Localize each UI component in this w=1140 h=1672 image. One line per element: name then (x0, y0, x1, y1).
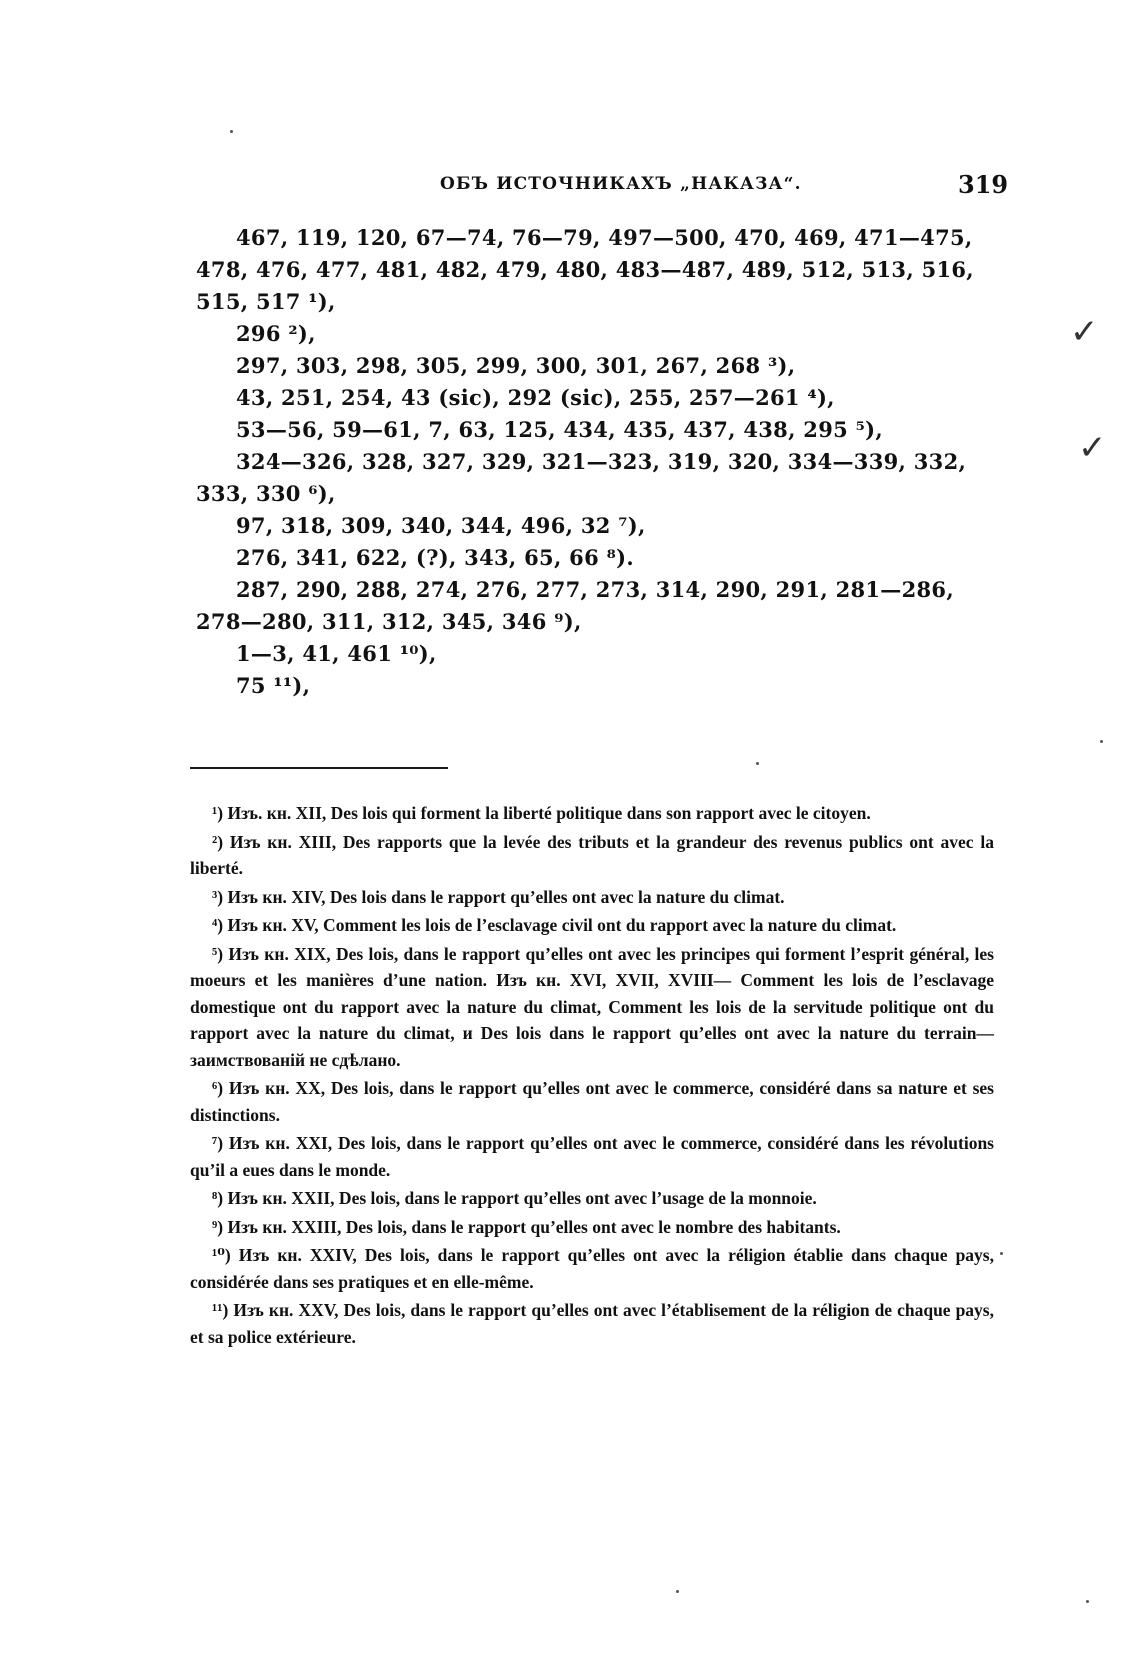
body-line: 287, 290, 288, 274, 276, 277, 273, 314, 290, 291, 281—286, (236, 577, 954, 602)
body-line: 1—3, 41, 461 ¹⁰), (236, 641, 437, 666)
body-line: 515, 517 ¹), (196, 289, 336, 314)
running-head (0, 170, 1140, 204)
body-line: 278—280, 311, 312, 345, 346 ⁹), (196, 609, 582, 634)
body-line: 75 ¹¹), (236, 673, 311, 698)
body-line: 333, 330 ⁶), (196, 481, 336, 506)
body-line: 97, 318, 309, 340, 344, 496, 32 ⁷), (236, 513, 646, 538)
footnote: ⁶) Изъ кн. XX, Des lois, dans le rapport qu’elles ont avec le commerce, considéré dans sa nature et ses distinctions. (190, 1078, 994, 1125)
body-line: 478, 476, 477, 481, 482, 479, 480, 483—487, 489, 512, 513, 516, (196, 257, 974, 282)
running-title: ОБЪ ИСТОЧНИКАХЪ „НАКАЗА“. (440, 174, 802, 194)
page-number: 319 (958, 170, 1009, 199)
print-speck (1100, 740, 1103, 743)
print-speck (1000, 1252, 1003, 1255)
body-line: 43, 251, 254, 43 (sic), 292 (sic), 255, 257—261 ⁴), (236, 385, 835, 410)
print-speck (756, 762, 759, 765)
margin-check-mark: ✓ (1070, 312, 1099, 352)
body-line: 467, 119, 120, 67—74, 76—79, 497—500, 470, 469, 471—475, (236, 225, 973, 250)
footnote: ⁵) Изъ кн. XIX, Des lois, dans le rapport qu’elles ont avec les principes qui forment l’esprit général, les moeurs et les manières d’une nation. Изъ кн. XVI, XVII, XVIII— Comment les lois de l’esclavage domestique ont du rapport avec la nature du climat, Comment les lois de la servitude politique ont du rapport avec la nature du climat, и Des lois dans le rapport qu’elles ont avec la nature du terrain—заимствованій не сдѣлано. (190, 943, 994, 1070)
margin-check-mark: ✓ (1078, 428, 1107, 468)
footnote: ⁹) Изъ кн. XXIII, Des lois, dans le rapport qu’elles ont avec le nombre des habitants. (212, 1216, 841, 1237)
body-line: 53—56, 59—61, 7, 63, 125, 434, 435, 437, 438, 295 ⁵), (236, 417, 883, 442)
body-line: 296 ²), (236, 321, 316, 346)
footnote: ¹⁰) Изъ кн. XXIV, Des lois, dans le rapport qu’elles ont avec la réligion établie dans chaque pays, considérée dans ses pratiques et en elle-même. (190, 1245, 994, 1292)
footnote: ⁷) Изъ кн. XXI, Des lois, dans le rapport qu’elles ont avec le commerce, considéré dans les révolutions qu’il a eues dans le monde. (190, 1133, 994, 1180)
body-line: 297, 303, 298, 305, 299, 300, 301, 267, 268 ³), (236, 353, 796, 378)
body-line: 324—326, 328, 327, 329, 321—323, 319, 320, 334—339, 332, (236, 449, 967, 474)
footnote: ¹¹) Изъ кн. XXV, Des lois, dans le rapport qu’elles ont avec l’établisement de la réligion de chaque pays, et sa police extérieure. (190, 1300, 994, 1347)
print-speck (1086, 1600, 1089, 1603)
footnotes (190, 800, 994, 1352)
body-line: 276, 341, 622, (?), 343, 65, 66 ⁸). (236, 545, 634, 570)
footnote: ¹) Изъ. кн. XII, Des lois qui forment la liberté politique dans son rapport avec le citoyen. (212, 803, 871, 823)
footnote: ⁴) Изъ кн. XV, Comment les lois de l’esclavage civil ont du rapport avec la nature du climat. (212, 915, 897, 935)
footnote: ⁸) Изъ кн. XXII, Des lois, dans le rapport qu’elles ont avec l’usage de la monnoie. (212, 1188, 817, 1208)
print-speck (230, 130, 233, 133)
body-text (196, 222, 996, 702)
print-speck (676, 1590, 679, 1593)
footnote: ³) Изъ кн. XIV, Des lois dans le rapport qu’elles ont avec la nature du climat. (212, 886, 785, 907)
footnote-separator (190, 767, 448, 769)
footnote: ²) Изъ кн. XIII, Des rapports que la levée des tributs et la grandeur des revenus publics ont avec la liberté. (190, 831, 994, 878)
